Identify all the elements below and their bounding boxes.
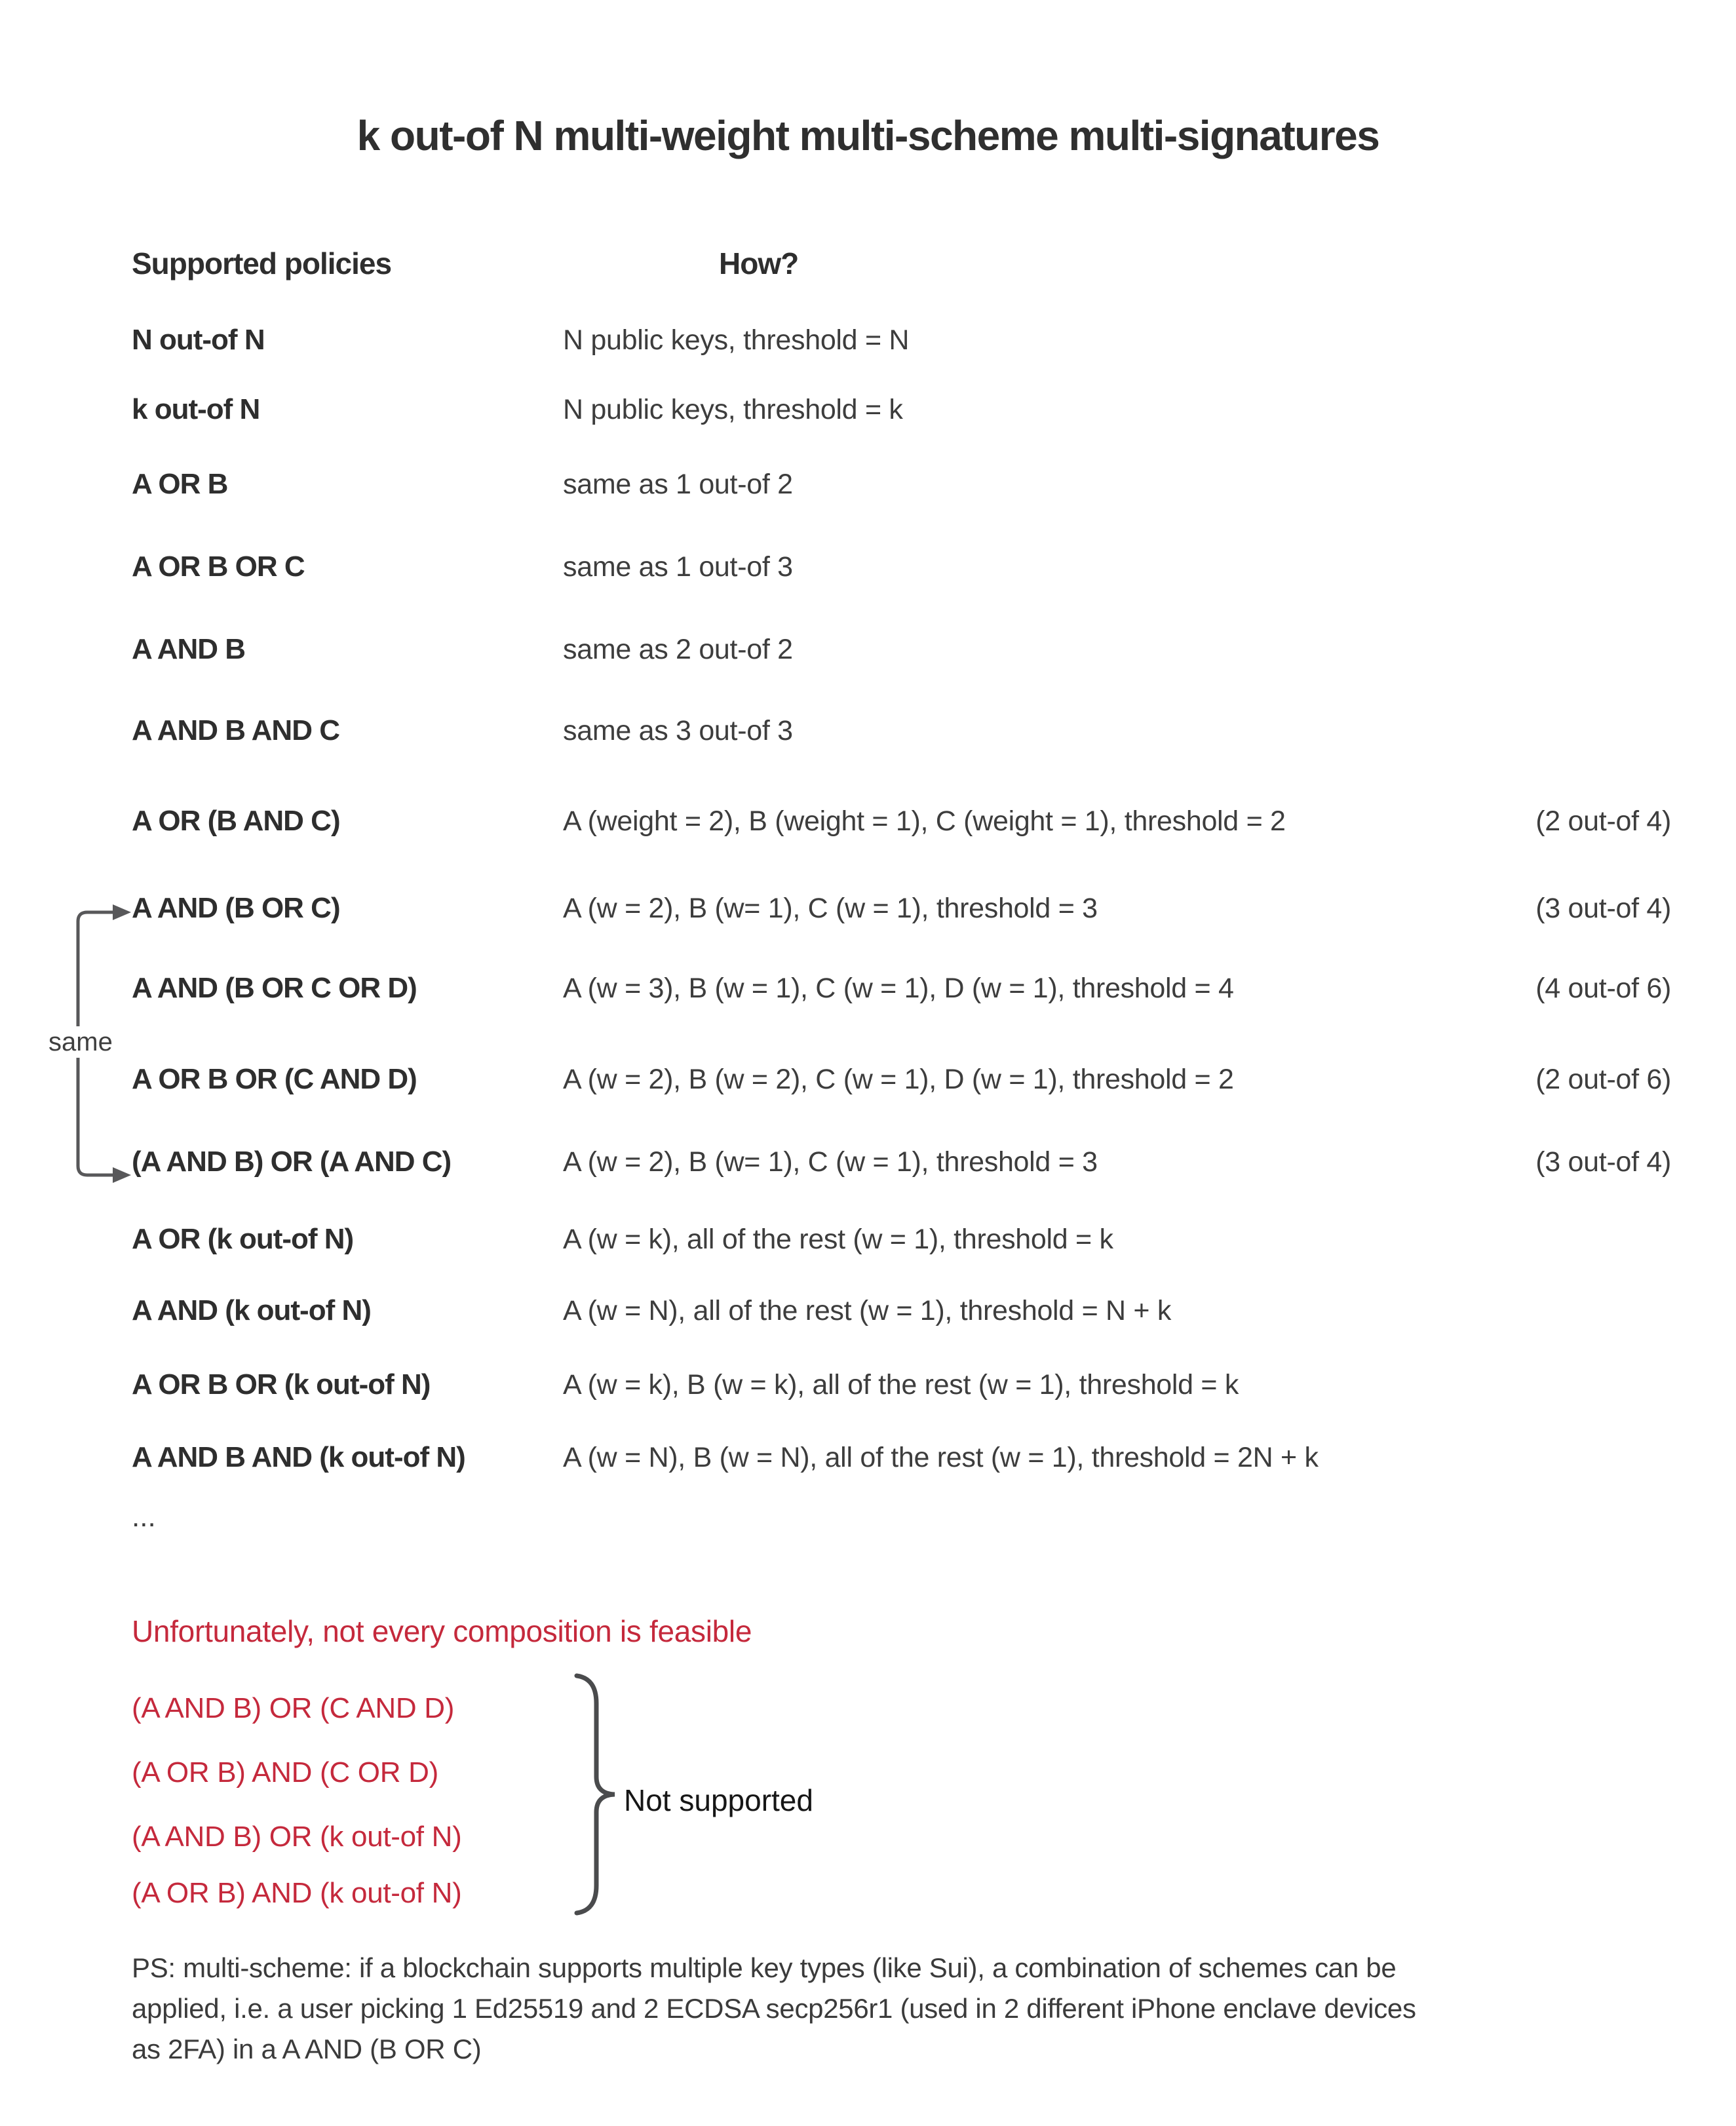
policy-cell: k out-of N <box>132 393 260 425</box>
policy-cell: A OR B <box>132 468 228 500</box>
table-ellipsis: ... <box>132 1501 156 1533</box>
note-cell: (2 out-of 6) <box>1535 1064 1671 1095</box>
note-cell: (4 out-of 6) <box>1535 973 1671 1004</box>
how-cell: A (w = 2), B (w= 1), C (w = 1), threshold = 3 <box>563 893 1098 924</box>
table-row <box>132 1294 1671 1327</box>
same-label: same <box>48 1028 113 1056</box>
table-row <box>132 1063 1671 1096</box>
policy-cell: A AND B AND (k out-of N) <box>132 1441 465 1473</box>
how-cell: same as 2 out-of 2 <box>563 634 793 665</box>
how-cell: A (w = 2), B (w= 1), C (w = 1), threshold = 3 <box>563 1146 1098 1178</box>
how-cell: N public keys, threshold = k <box>563 394 903 425</box>
not-supported-label: Not supported <box>624 1783 813 1817</box>
policy-cell: A OR B OR C <box>132 551 305 583</box>
policy-cell: A OR (k out-of N) <box>132 1223 354 1255</box>
table-row <box>132 393 1671 426</box>
table-row <box>132 1441 1671 1474</box>
how-cell: N public keys, threshold = N <box>563 324 910 356</box>
policy-cell: A AND (B OR C) <box>132 892 340 924</box>
how-cell: A (w = k), B (w = k), all of the rest (w = 1), threshold = k <box>563 1369 1239 1401</box>
infeasible-item: (A OR B) AND (k out-of N) <box>132 1877 462 1909</box>
how-cell: same as 3 out-of 3 <box>563 715 793 746</box>
infeasible-item: (A OR B) AND (C OR D) <box>132 1756 438 1788</box>
note-cell: (3 out-of 4) <box>1535 1146 1671 1178</box>
infeasible-item: (A AND B) OR (k out-of N) <box>132 1821 462 1853</box>
how-cell: same as 1 out-of 2 <box>563 469 793 500</box>
column-header-supported-policies: Supported policies <box>132 246 392 280</box>
brace-path <box>577 1676 615 1913</box>
table-row <box>132 972 1671 1005</box>
policy-cell: A OR B OR (C AND D) <box>132 1063 417 1095</box>
ps-line: as 2FA) in a A AND (B OR C) <box>132 2034 482 2064</box>
policy-cell: N out-of N <box>132 324 265 356</box>
table-row <box>132 1223 1671 1256</box>
how-cell: A (w = 3), B (w = 1), C (w = 1), D (w = 1), threshold = 4 <box>563 973 1234 1004</box>
note-cell: (2 out-of 4) <box>1535 805 1671 837</box>
how-cell: same as 1 out-of 3 <box>563 551 793 583</box>
table-header-row <box>132 246 1671 282</box>
how-cell: A (w = N), B (w = N), all of the rest (w = 1), threshold = 2N + k <box>563 1442 1319 1473</box>
policy-cell: A OR (B AND C) <box>132 805 340 837</box>
policy-cell: A AND (k out-of N) <box>132 1294 371 1326</box>
how-cell: A (w = k), all of the rest (w = 1), threshold = k <box>563 1224 1113 1255</box>
table-row <box>132 805 1671 838</box>
table-row <box>132 551 1671 583</box>
infeasible-heading: Unfortunately, not every composition is feasible <box>132 1614 752 1648</box>
page-title: k out-of N multi-weight multi-scheme multi-signatures <box>357 112 1379 159</box>
table-row <box>132 324 1671 357</box>
policy-cell: A AND B AND C <box>132 714 339 746</box>
policy-cell: A AND B <box>132 633 246 665</box>
table-row <box>132 1368 1671 1401</box>
how-cell: A (w = 2), B (w = 2), C (w = 1), D (w = 1), threshold = 2 <box>563 1064 1234 1095</box>
column-header-how: How? <box>719 246 799 280</box>
policy-cell: A OR B OR (k out-of N) <box>132 1368 431 1401</box>
how-cell: A (weight = 2), B (weight = 1), C (weight = 1), threshold = 2 <box>563 805 1286 837</box>
arrow-right-icon <box>113 1167 131 1183</box>
ps-line: applied, i.e. a user picking 1 Ed25519 and 2 ECDSA secp256r1 (used in 2 different iPhone enclave devices <box>132 1993 1416 2024</box>
table-row <box>132 633 1671 666</box>
note-cell: (3 out-of 4) <box>1535 893 1671 924</box>
how-cell: A (w = N), all of the rest (w = 1), threshold = N + k <box>563 1295 1172 1326</box>
ps-note <box>132 1948 1678 2070</box>
table-row <box>132 468 1671 501</box>
ps-line: PS: multi-scheme: if a blockchain supports multiple key types (like Sui), a combination of schemes can be <box>132 1952 1397 1983</box>
policy-cell: A AND (B OR C OR D) <box>132 972 417 1004</box>
policy-cell: (A AND B) OR (A AND C) <box>132 1146 452 1178</box>
table-row <box>132 892 1671 925</box>
table-row <box>132 714 1671 747</box>
table-row <box>132 1146 1671 1178</box>
arrow-right-icon <box>113 904 131 920</box>
infeasible-item: (A AND B) OR (C AND D) <box>132 1692 455 1724</box>
